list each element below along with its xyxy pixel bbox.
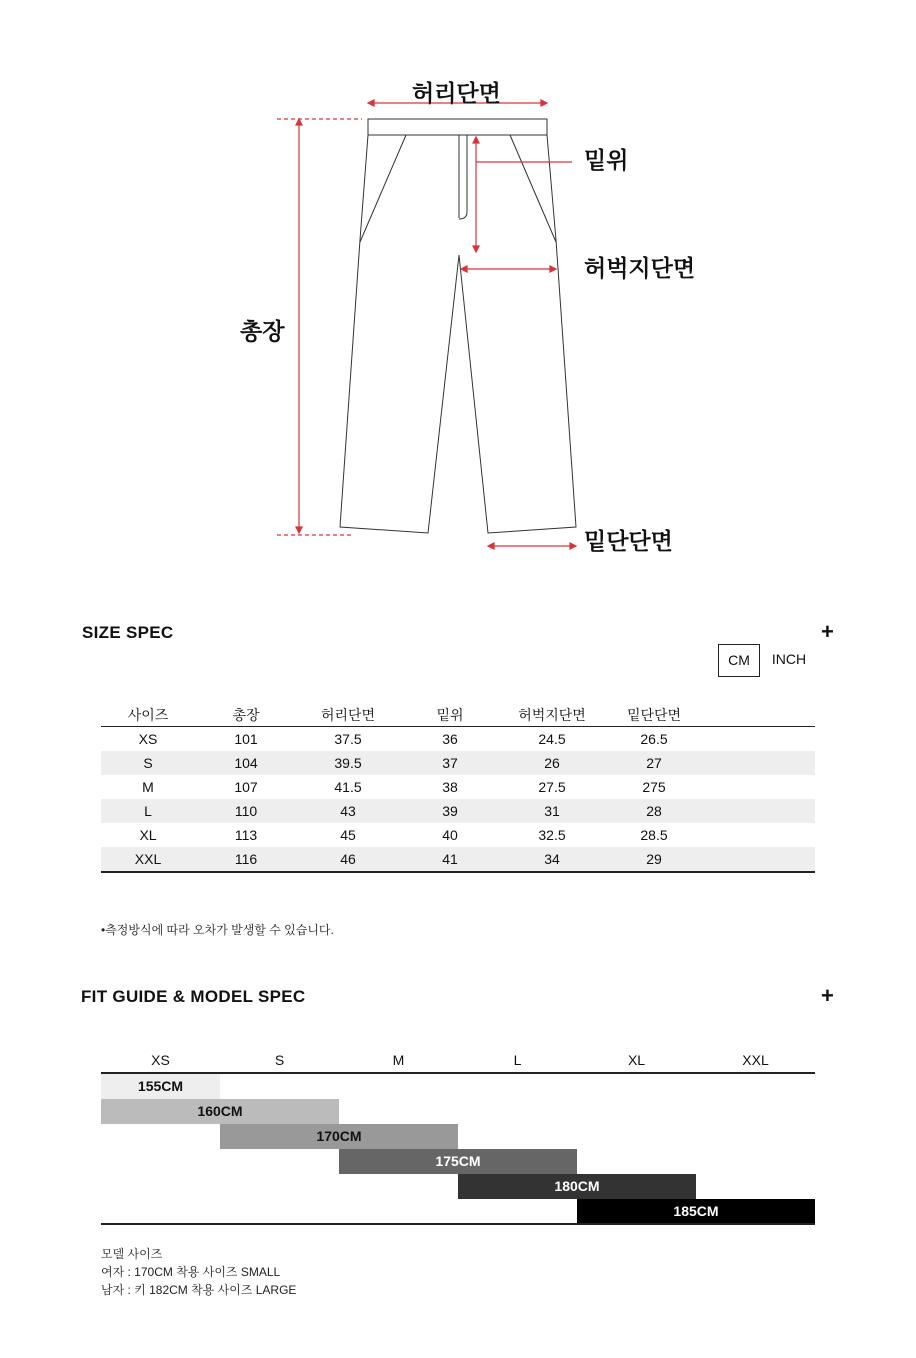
fit-size-label: S [274,1052,285,1068]
fit-height-bar: 155CM [101,1074,220,1099]
table-cell: 37 [399,751,501,775]
table-row [101,847,815,872]
pants-outline [340,135,576,533]
table-row [101,823,815,847]
model-male: 남자 : 키 182CM 착용 사이즈 LARGE [101,1283,297,1297]
thigh-label: 허벅지단면 [584,255,696,281]
table-cell: 29 [603,847,705,872]
table-cell: 45 [340,827,356,843]
table-cell: 40 [442,827,458,843]
table-row [101,751,815,775]
table-cell: 27.5 [538,779,566,795]
waist-label: 허리단면 [412,80,501,106]
fit-size-label: M [392,1052,405,1068]
fit-guide-expand-icon[interactable]: + [821,983,834,1008]
table-cell-spacer [705,847,815,872]
fly-line [459,135,467,219]
table-cell: 116 [195,847,297,872]
fit-guide-title: FIT GUIDE & MODEL SPEC [81,987,306,1006]
table-cell: XS [138,731,158,747]
table-cell: 28.5 [640,827,668,843]
table-cell: 43 [297,799,399,823]
table-cell: 39 [399,799,501,823]
table-cell: 46 [297,847,399,872]
unit-inch-button[interactable]: INCH [771,651,807,667]
table-cell: 24.5 [538,731,566,747]
table-cell-spacer [705,751,815,775]
table-cell: 38 [442,779,458,795]
fit-height-bar: 170CM [220,1124,458,1149]
model-title: 모델 사이즈 [101,1247,163,1261]
table-cell: M [142,779,154,795]
table-cell: 34 [501,847,603,872]
size-spec-title: SIZE SPEC [82,623,174,642]
table-cell: 32.5 [538,827,566,843]
fit-height-bar: 160CM [101,1099,339,1124]
table-row [101,775,815,799]
table-cell-spacer [705,775,815,799]
measurement-note: •측정방식에 따라 오차가 발생할 수 있습니다. [101,923,334,937]
table-cell: 41 [399,847,501,872]
table-header [101,703,815,727]
fit-size-label: XS [151,1052,170,1068]
unit-cm-button[interactable]: CM [718,644,760,677]
fit-size-label: XXL [742,1052,769,1068]
table-cell: 28 [603,799,705,823]
hem-label: 밑단단면 [584,528,673,554]
table-cell: 110 [195,799,297,823]
col-header: 허리단면 [297,703,399,727]
table-row [101,727,815,752]
col-header: 밑단단면 [603,703,705,727]
table-cell: 107 [234,779,258,795]
fit-height-bar: 175CM [339,1149,577,1174]
col-header: 허벅지단면 [501,703,603,727]
table-cell: 104 [195,751,297,775]
rise-label: 밑위 [584,147,629,173]
table-cell: 275 [642,779,666,795]
fit-size-label: L [513,1052,522,1068]
table-cell: XXL [101,847,195,872]
table-cell-spacer [705,727,815,752]
fit-height-bar: 180CM [458,1174,696,1199]
table-cell: 26.5 [640,731,668,747]
table-cell: 101 [234,731,258,747]
table-row [101,799,815,823]
table-cell: S [101,751,195,775]
model-female: 여자 : 170CM 착용 사이즈 SMALL [101,1265,281,1279]
fit-bottom-line [101,1223,815,1225]
table-cell: 113 [234,827,258,843]
table-cell: XL [139,827,157,843]
table-cell: 31 [501,799,603,823]
fit-top-line [101,1072,815,1074]
table-cell: L [101,799,195,823]
table-cell: 37.5 [334,731,362,747]
col-header: 총장 [195,703,297,727]
table-cell: 39.5 [297,751,399,775]
table-cell: 41.5 [334,779,362,795]
table-cell: 26 [501,751,603,775]
pocket-lines [360,135,556,242]
table-cell-spacer [705,799,815,823]
col-header: 밑위 [399,703,501,727]
table-cell: 27 [603,751,705,775]
col-header: 사이즈 [101,703,195,727]
table-cell: 36 [442,731,458,747]
length-label: 총장 [240,318,285,344]
table-cell-spacer [705,823,815,847]
waistband [368,119,547,135]
fit-height-bar: 185CM [577,1199,815,1224]
size-spec-table [101,703,815,873]
size-spec-expand-icon[interactable]: + [821,619,834,644]
fit-size-label: XL [627,1052,646,1068]
